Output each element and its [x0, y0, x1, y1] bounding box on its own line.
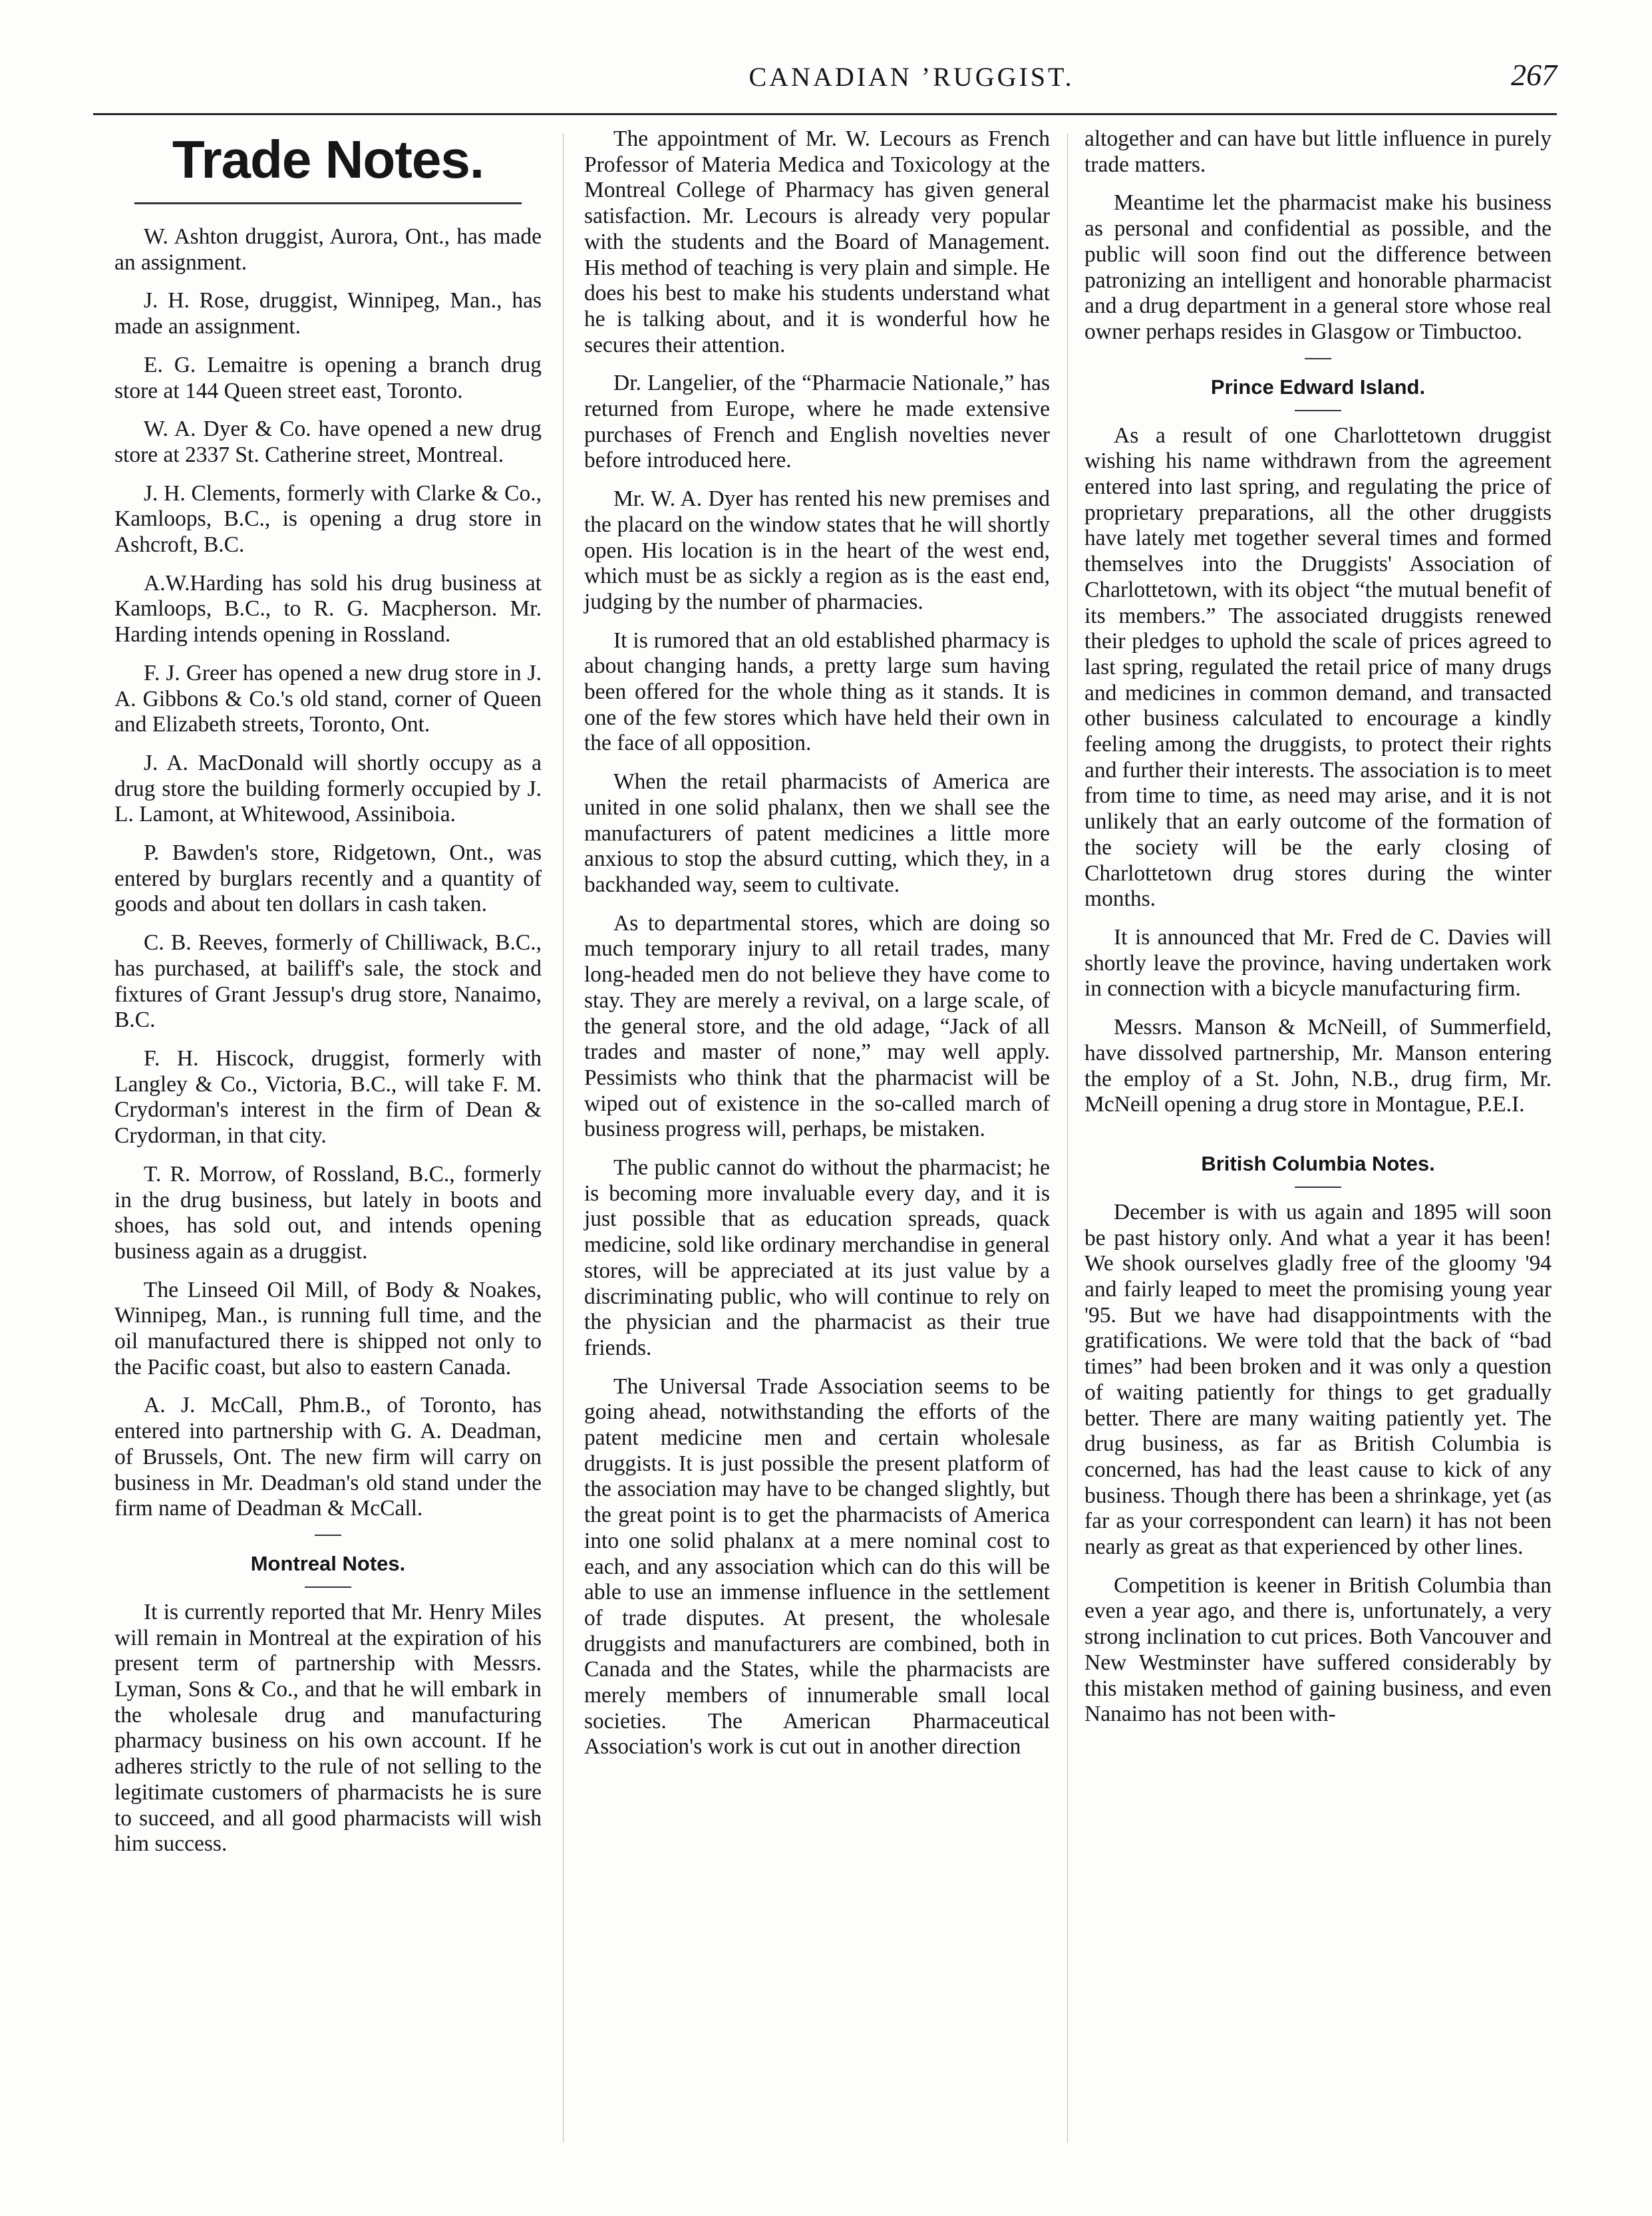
- header-rule: [93, 113, 1557, 115]
- trade-note: A. J. McCall, Phm.B., of Toronto, has entered into partnership with G. A. Deadman, of Brussels, Ont. The new firm will carry on business in Mr. Deadman's old stand under the firm name of Deadman & McCall.: [114, 1393, 542, 1521]
- montreal-paragraph: It is currently reported that Mr. Henry Miles will remain in Montreal at the expiration of his present term of partnership with Messrs. Lyman, Sons & Co., and that he will embark in the wholesale drug and manufacturing pharmacy business on his own account. If he adheres strictly to the rule of not selling to the legitimate customers of pharmacists he is sure to succeed, and all good pharmacists will wish him success.: [114, 1599, 542, 1857]
- bc-paragraph: December is with us again and 1895 will soon be past history only. And what a year it has been! We shook ourselves gladly free of the gloomy '94 and fairly leaped to meet the promising young year '95. But we have had disappointments with the gratifications. We were told that the back of “bad times” had been broken and it was only a question of waiting patiently for things to get gradually better. There are many waiting patiently yet. The drug business, as far as British Columbia is concerned, has had the least cause to kick of any business. Though there has been a shrinkage, yet (as far as your correspondent can learn) it has not been nearly as great as that experienced by other lines.: [1084, 1199, 1552, 1560]
- running-head: [93, 58, 1557, 101]
- column-3: [1084, 126, 1552, 1740]
- heading-rule: [305, 1586, 351, 1588]
- trade-note: The Linseed Oil Mill, of Body & Noakes, Winnipeg, Man., is running full time, and the oil manufactured there is shipped not only to the Pacific coast, but also to eastern Canada.: [114, 1277, 542, 1380]
- trade-note: J. A. MacDonald will shortly occupy as a drug store the building formerly occupied by J. L. Lamont, at Whitewood, Assiniboia.: [114, 750, 542, 827]
- article-paragraph: Dr. Langelier, of the “Pharmacie Nationale,” has returned from Europe, where he made extensive purchases of French and English novelties never before introduced here.: [584, 371, 1050, 473]
- trade-note: P. Bawden's store, Ridgetown, Ont., was entered by burglars recently and a quantity of goods and about ten dollars in cash taken.: [114, 840, 542, 917]
- trade-note: W. Ashton druggist, Aurora, Ont., has made an assignment.: [114, 224, 542, 275]
- trade-note: W. A. Dyer & Co. have opened a new drug store at 2337 St. Catherine street, Montreal.: [114, 417, 542, 467]
- article-paragraph: The Universal Trade Association seems to be going ahead, notwithstanding the efforts of the patent medicine men and certain wholesale druggists. It is just possible the present platform of the association may have to be changed slightly, but the great point is to get the pharmacists of America into one solid phalanx at a mere nominal cost to each, and any association which can do this will be able to use an immense influence in the settlement of trade disputes. At present, the wholesale druggists and manufacturers are combined, both in Canada and the States, while the pharmacists are merely members of innumerable small local societies. The American Pharmaceutical Association's work is cut out in another direction: [584, 1374, 1050, 1759]
- heading-british-columbia-notes: British Columbia Notes.: [1201, 1151, 1435, 1175]
- section-separator: [315, 1535, 341, 1536]
- trade-note: J. H. Rose, druggist, Winnipeg, Man., has made an assignment.: [114, 288, 542, 339]
- trade-note: F. H. Hiscock, druggist, formerly with Langley & Co., Victoria, B.C., will take F. M. Crydorman's interest in the firm of Dean & Crydorman, in that city.: [114, 1045, 542, 1149]
- heading-montreal-notes: Montreal Notes.: [250, 1551, 406, 1575]
- article-paragraph: It is rumored that an old established pharmacy is about changing hands, a pretty large sum having been offered for the whole thing as it stands. It is one of the few stores which have held their own in the face of all opposition.: [584, 628, 1050, 756]
- article-paragraph: As to departmental stores, which are doing so much temporary injury to all retail trades, many long-headed men do not believe they have come to stay. They are merely a revival, on a large scale, of the general store, and the old adage, “Jack of all trades and master of none,” may well apply. Pessimists who think that the pharmacist will be wiped out of existence in the so-called march of business progress will, perhaps, be mistaken.: [584, 910, 1050, 1142]
- article-paragraph: Meantime let the pharmacist make his business as personal and confidential as possible, and the public will soon find out the difference between patronizing an intelligent and honorable pharmacist and a drug department in a general store whose real owner perhaps resides in Glasgow or Timbuctoo.: [1084, 190, 1552, 344]
- trade-note: A.W.Harding has sold his drug business at Kamloops, B.C., to R. G. Macpherson. Mr. Harding intends opening in Rossland.: [114, 570, 542, 647]
- page-number: 267: [1511, 58, 1557, 92]
- article-paragraph: When the retail pharmacists of America are united in one solid phalanx, then we shall see the manufacturers of patent medicines a little more anxious to stop the absurd cutting, which they, in a backhanded way, seem to cultivate.: [584, 769, 1050, 897]
- trade-note: C. B. Reeves, formerly of Chilliwack, B.C., has purchased, at bailiff's sale, the stock and fixtures of Grant Jessup's drug store, Nanaimo, B.C.: [114, 930, 542, 1033]
- column-divider: [1067, 133, 1068, 2143]
- trade-note: F. J. Greer has opened a new drug store in J. A. Gibbons & Co.'s old stand, corner of Queen and Elizabeth streets, Toronto, Ont.: [114, 660, 542, 737]
- section-title-trade-notes: Trade Notes.: [172, 130, 484, 189]
- title-rule: [134, 202, 522, 204]
- article-paragraph: The appointment of Mr. W. Lecours as French Professor of Materia Medica and Toxicology at the Montreal College of Pharmacy has given general satisfaction. Mr. Lecours is already very popular with the students and the Board of Management. His method of teaching is very plain and simple. He does his best to make his students understand what he is talking about, and it is wonderful how he secures their attention.: [584, 126, 1050, 357]
- heading-prince-edward-island: Prince Edward Island.: [1210, 375, 1426, 399]
- bc-paragraph: Competition is keener in British Columbia than even a year ago, and there is, unfortunately, a very strong inclination to cut prices. Both Vancouver and New Westminster have suffered considerably by this mistaken method of gaining business, and even Nanaimo has not been with-: [1084, 1572, 1552, 1727]
- column-divider: [563, 133, 564, 2143]
- trade-note: T. R. Morrow, of Rossland, B.C., formerly in the drug business, but lately in boots and shoes, has sold out, and intends opening business again as a druggist.: [114, 1161, 542, 1264]
- column-1: [114, 126, 542, 1870]
- section-separator: [1305, 358, 1331, 359]
- article-paragraph: The public cannot do without the pharmacist; he is becoming more invaluable every day, and it is just possible that as education spreads, quack medicine, sold like ordinary merchandise in general stores, will be appreciated at its just value by a discriminating public, who will continue to rely on the physician and the pharmacist as their true friends.: [584, 1155, 1050, 1360]
- heading-rule: [1295, 410, 1341, 411]
- journal-title: CANADIAN ’RUGGIST.: [748, 62, 1074, 92]
- trade-note: J. H. Clements, formerly with Clarke & Co., Kamloops, B.C., is opening a drug store in Ashcroft, B.C.: [114, 480, 542, 558]
- pei-paragraph: It is announced that Mr. Fred de C. Davies will shortly leave the province, having undertaken work in connection with a bicycle manufacturing firm.: [1084, 924, 1552, 1002]
- article-paragraph: Mr. W. A. Dyer has rented his new premises and the placard on the window states that he will shortly open. His location is in the heart of the west end, which must be as sickly a region as is the east end, judging by the number of pharmacies.: [584, 486, 1050, 614]
- heading-rule: [1295, 1187, 1341, 1188]
- pei-paragraph: As a result of one Charlottetown druggist wishing his name withdrawn from the agreement entered into last spring, and regulating the price of proprietary preparations, all the other druggists have lately met together several times and formed themselves into the Druggists' Association of Charlottetown, with its object “the mutual benefit of its members.” The associated druggists renewed their pledges to uphold the scale of prices agreed to last spring, regulated the retail price of many drugs and medicines in common demand, and transacted other business calculated to encourage a kindly feeling among the druggists, to protect their rights and further their interests. The association is to meet from time to time, as need may arise, and it is not unlikely that an early outcome of the formation of the society will be the early closing of Charlottetown drug stores during the winter months.: [1084, 423, 1552, 912]
- column-2: [584, 126, 1050, 1773]
- pei-paragraph: Messrs. Manson & McNeill, of Summerfield, have dissolved partnership, Mr. Manson entering the employ of a St. John, N.B., drug firm, Mr. McNeill opening a drug store in Montague, P.E.I.: [1084, 1015, 1552, 1117]
- article-paragraph: altogether and can have but little influence in purely trade matters.: [1084, 126, 1552, 177]
- trade-note: E. G. Lemaitre is opening a branch drug store at 144 Queen street east, Toronto.: [114, 352, 542, 403]
